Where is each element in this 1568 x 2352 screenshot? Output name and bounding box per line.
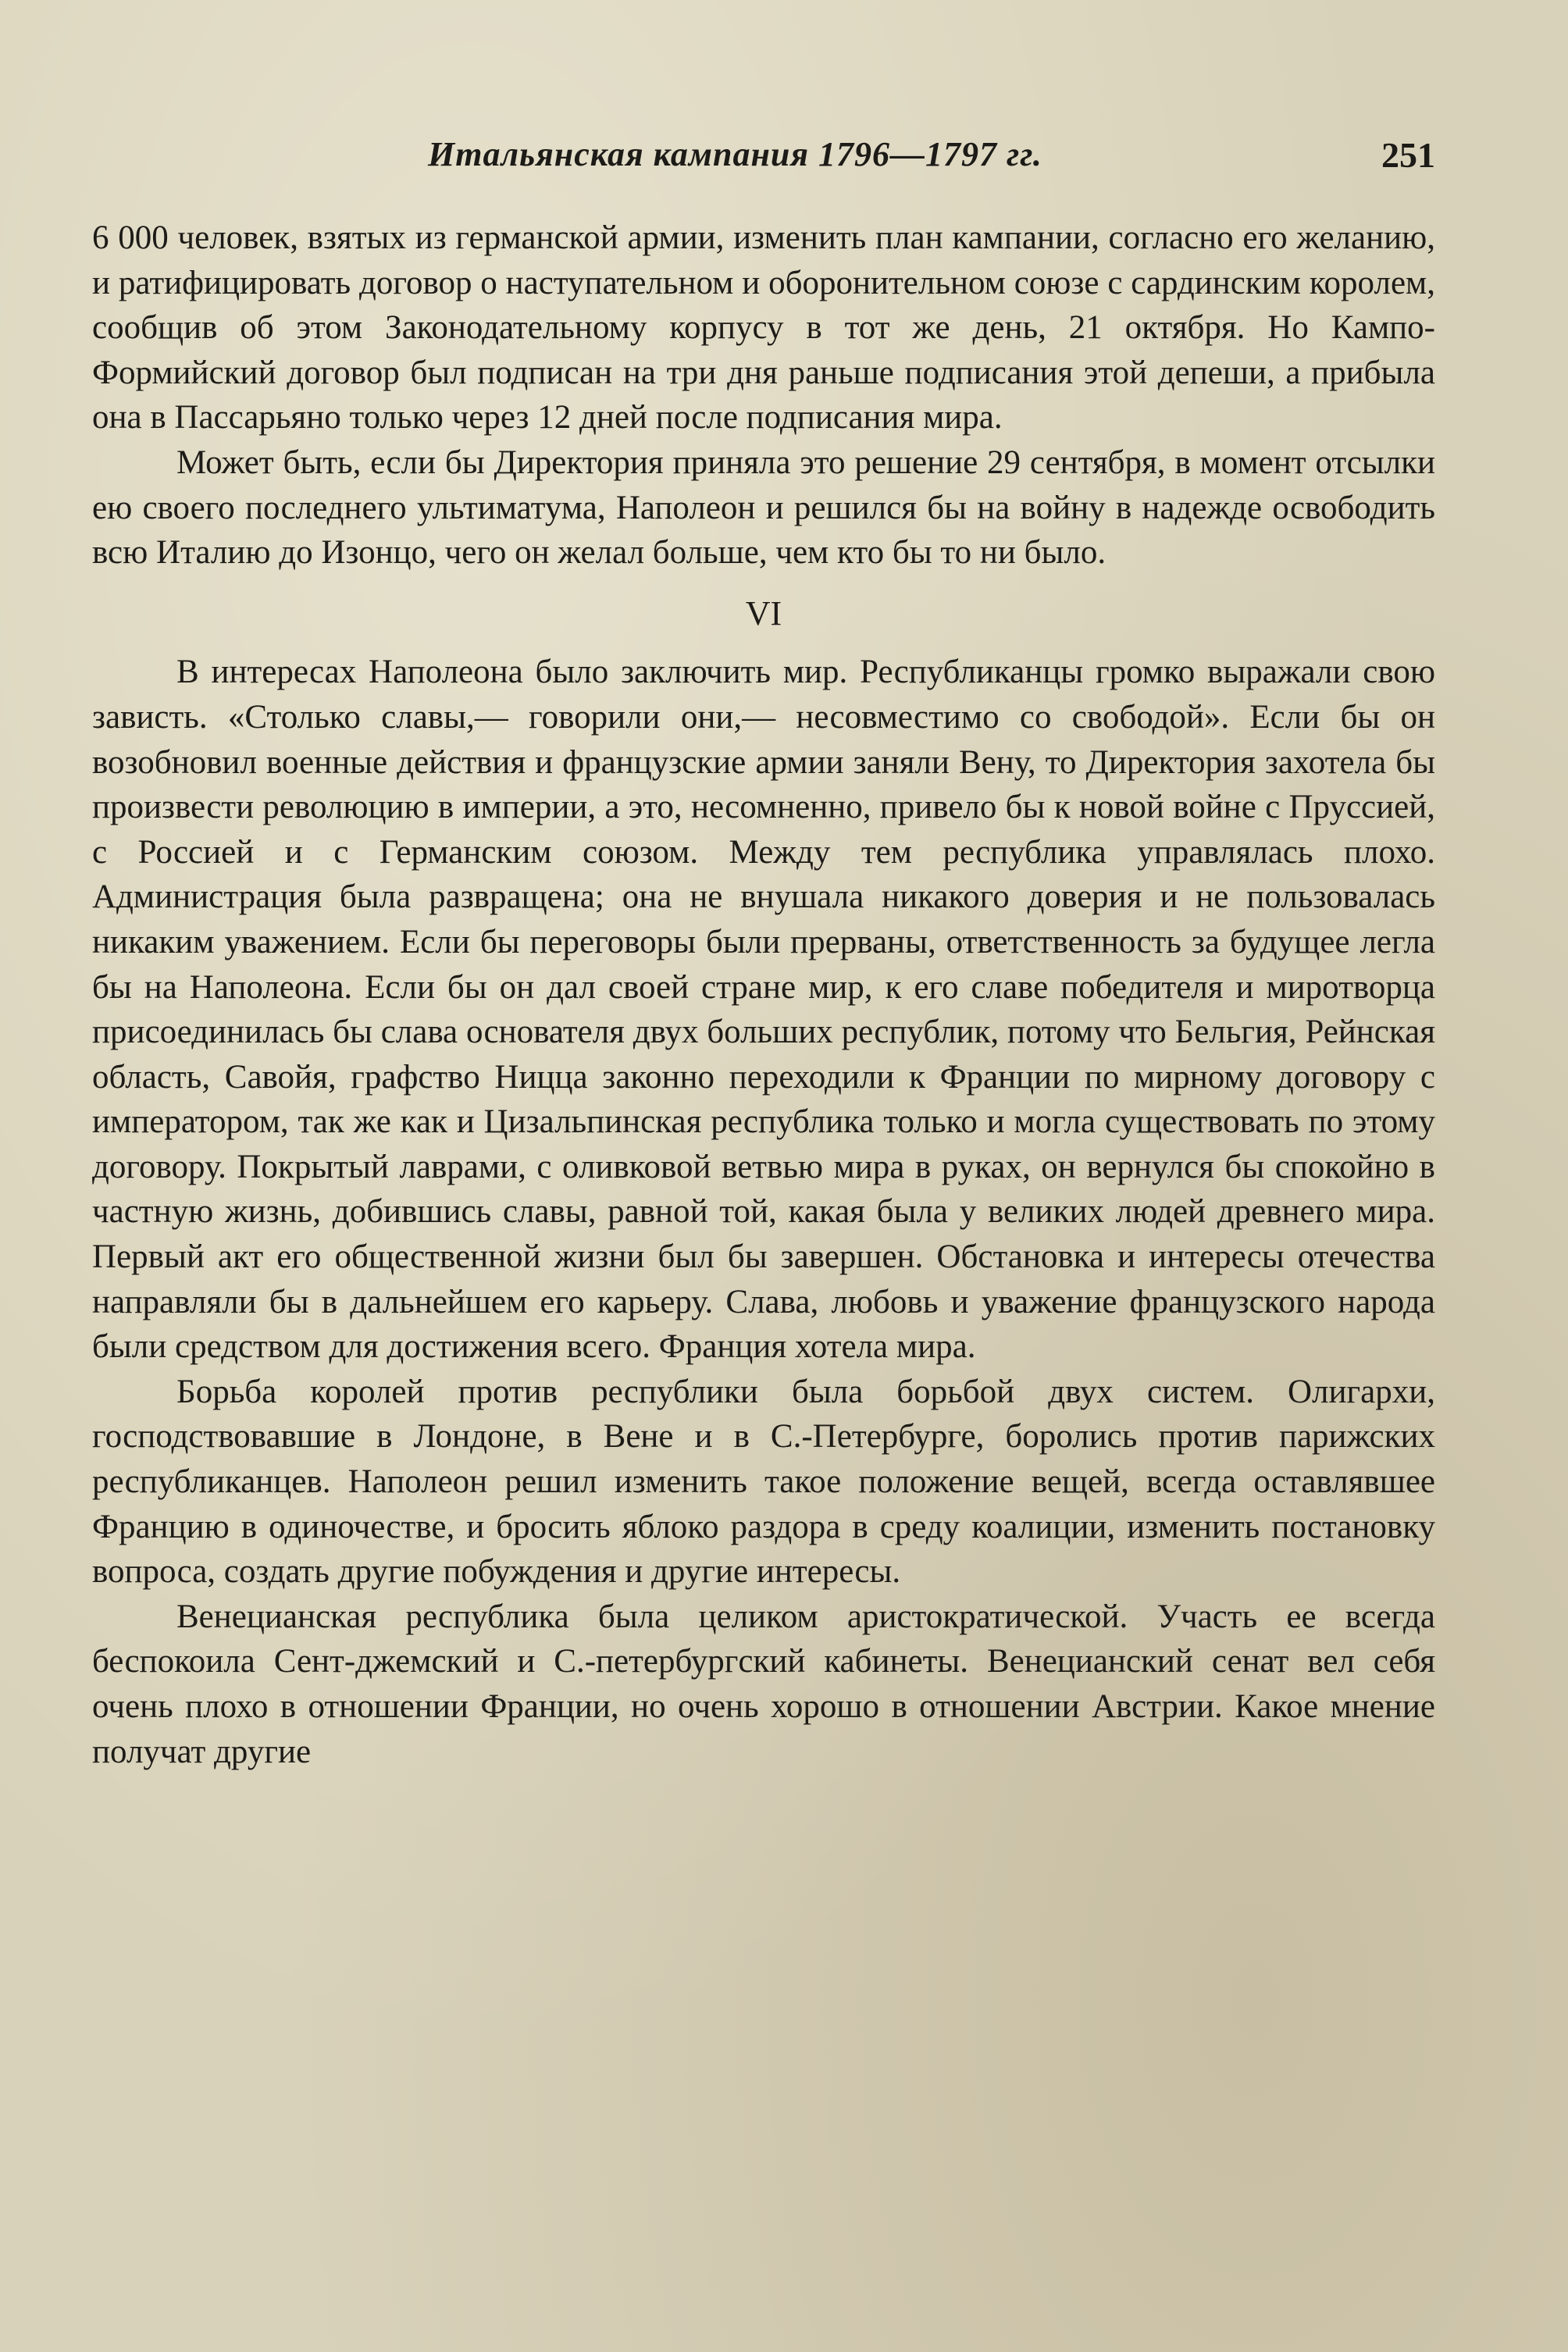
section-heading: VI bbox=[745, 593, 782, 633]
paragraph: В интересах Наполеона было заключить мир. Республиканцы громко выражали свою зависть. «Столько славы,— говорили они,— несовместимо со свободой». Если бы он возобновил военные действия и французские армии заняли Вену, то Директория захотела бы произвести революцию в империи, а это, несомненно, привело бы к новой войне с Пруссией, с Россией и с Германским союзом. Между тем республика управлялась плохо. Администрация была развращена; она не внушала никакого доверия и не пользовалась никаким уважением. Если бы переговоры были прерваны, ответственность за будущее легла бы на Наполеона. Если бы он дал своей стране мир, к его славе победителя и миротворца присоединилась бы слава основателя двух больших республик, потому что Бельгия, Рейнская область, Савойя, графство Ницца законно переходили к Франции по мирному договору с императором, так же как и Цизальпинская республика только и могла существовать по этому договору. Покрытый лаврами, с оливковой ветвью мира в руках, он вернулся бы спокойно в частную жизнь, добившись славы, равной той, какая была у великих людей древнего мира. Первый акт его общественной жизни был бы завершен. Обстановка и интересы отечества направляли бы в дальнейшем его карьеру. Слава, любовь и уважение французского народа были средством для достижения всего. Франция хотела мира. bbox=[92, 654, 1435, 1366]
main-text bbox=[92, 216, 1435, 1774]
paragraph: Может быть, если бы Директория приняла это решение 29 сентября, в момент отсылки ею своего последнего ультиматума, Наполеон и решился бы на войну в надежде освободить всю Италию до Изонцо, чего он желал больше, чем кто бы то ни было. bbox=[92, 444, 1435, 572]
running-header bbox=[92, 134, 1435, 184]
paragraph: 6 000 человек, взятых из германской армии, изменить план кампании, согласно его желанию, и ратифицировать договор о наступательном и оборонительном союзе с сардинским королем, сообщив об этом Законодательному корпусу в тот же день, 21 октября. Но Кампо-Формийский договор был подписан на три дня раньше подписания этой депеши, а прибыла она в Пассарьяно только через 12 дней после подписания мира. bbox=[92, 219, 1435, 437]
running-title: Итальянская кампания 1796—1797 гг. bbox=[428, 135, 1042, 173]
paragraph: Борьба королей против республики была борьбой двух систем. Олигархи, господствовавшие в Лондоне, в Вене и в С.-Петербурге, боролись против парижских республиканцев. Наполеон решил изменить такое положение вещей, всегда оставлявшее Францию в одиночестве, и бросить яблоко раздора в среду коалиции, изменить постановку вопроса, создать другие побуждения и другие интересы. bbox=[92, 1373, 1435, 1591]
page-number: 251 bbox=[1381, 135, 1435, 175]
paragraph: Венецианская республика была целиком аристократической. Участь ее всегда беспокоила Сент-джемский и С.-петербургский кабинеты. Венецианский сенат вел себя очень плохо в отношении Франции, но очень хорошо в отношении Австрии. Какое мнение получат другие bbox=[92, 1598, 1435, 1770]
